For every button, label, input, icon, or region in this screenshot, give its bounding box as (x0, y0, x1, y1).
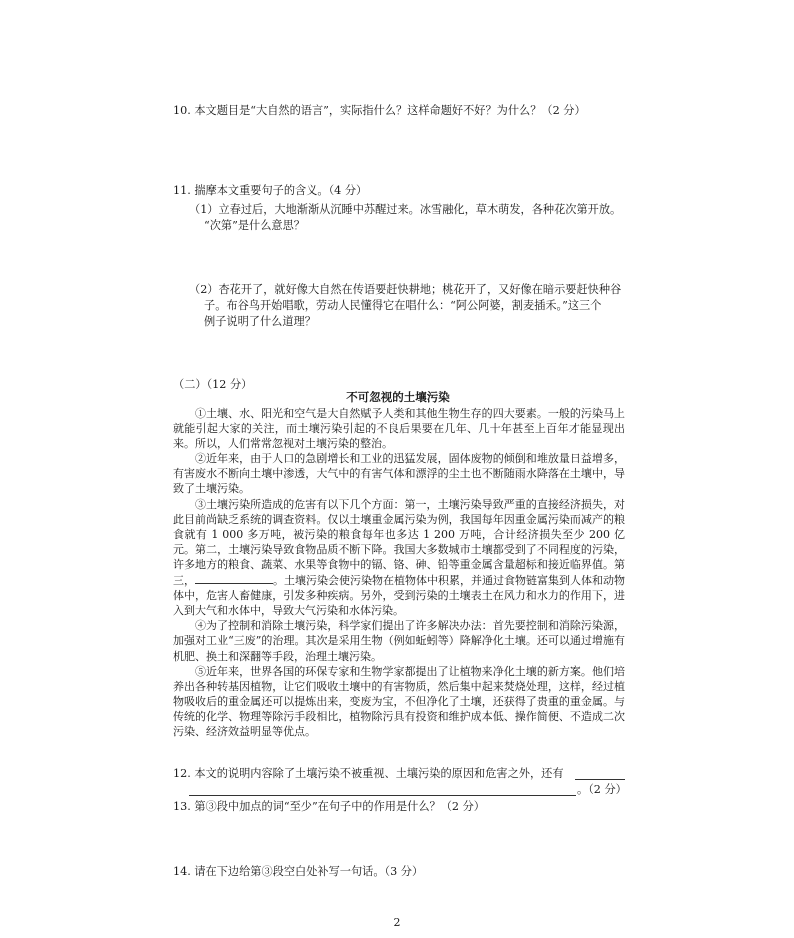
question-11-stem: 11. 揣摩本文重要句子的含义。（4 分） (173, 184, 368, 197)
paragraph-2: ②近年来，由于人口的急剧增长和工业的迅猛发展，固体废物的倾倒和堆放量日益增多，有害废水不断向土壤中渗透，大气中的有害气体和漂浮的尘土也不断随雨水降落在土壤中，导致了土壤污染。 (173, 452, 625, 496)
passage-title: 不可忽视的土壤污染 (346, 390, 450, 404)
question-12-blank-1 (575, 779, 625, 780)
question-12-blank-2 (189, 795, 576, 796)
paragraph-3-part-a: ③土壤污染所造成的危害有以下几个方面：第一，土壤污染导致严重的直接经济损失，对此目前尚缺乏系统的调查资料。仅以土壤重金属污染为例，我国每年因重金属污染而减产的粮食就有 1 000 多万吨，被污染的粮食每年也多达 1 200 万吨，合计经济损失至少 200 亿元。第二，土壤污染导致食物品质不断下降。我国大多数城市土壤都受到了不同程度的污染，许多地方的粮食、蔬菜、水果等食物中的镉、铬、砷、铅等重金属含量超标和接近临界值。第三， (173, 497, 625, 588)
question-11-part-2 (189, 282, 625, 330)
paragraph-5: ⑤近年来，世界各国的环保专家和生物学家都提出了让植物来净化土壤的新方案。他们培养出各种转基因植物，让它们吸收土壤中的有害物质，然后集中起来焚烧处理，这样，经过植物吸收后的重金属还可以提炼出来，变废为宝，不但净化了土壤，还获得了贵重的重金属。与传统的化学、物理等除污手段相比，植物除污具有投资和维护成本低、操作简便、不造成二次污染、经济效益明显等优点。 (173, 664, 625, 738)
question-12 (173, 766, 623, 782)
question-11-part-2-line-1: （2）杏花开了，就好像大自然在传语要赶快耕地；桃花开了，又好像在暗示要赶快种谷 (189, 283, 622, 296)
question-12-score: 。（2 分） (577, 783, 627, 796)
passage-body (173, 406, 625, 739)
paragraph-3-blank (195, 572, 273, 584)
question-11-part-2-line-2: 子。布谷鸟开始唱歌，劳动人民懂得它在唱什么：“阿公阿婆，割麦插禾。”这三个 (204, 299, 602, 312)
question-10: 10. 本文题目是“大自然的语言”，实际指什么？这样命题好不好？为什么？（2 分） (173, 104, 586, 117)
question-11-part-1 (189, 202, 625, 234)
paragraph-3 (173, 497, 625, 619)
paragraph-4: ④为了控制和消除土壤污染，科学家们提出了许多解决办法：首先要控制和消除污染源，加强对工业“三废”的治理。其次是采用生物（例如蚯蚓等）降解净化土壤。还可以通过增施有机肥、换土和深翻等手段，治理土壤污染。 (173, 619, 625, 663)
question-12-text: 12. 本文的说明内容除了土壤污染不被重视、土壤污染的原因和危害之外，还有 (173, 767, 564, 780)
question-14: 14. 请在下边给第③段空白处补写一句话。（3 分） (173, 865, 424, 878)
paragraph-3-part-b: 。土壤污染会使污染物在植物体中积累，并通过食物链富集到人体和动物体中，危害人畜健康，引发多种疾病。另外，受到污染的土壤表土在风力和水力的作用下，进入到大气和水体中，导致大气污染和水体污染。 (173, 574, 625, 618)
question-11-part-2-line-3: 例子说明了什么道理？ (204, 315, 316, 328)
question-11-part-1-line-1: （1）立春过后，大地渐渐从沉睡中苏醒过来。冰雪融化，草木萌发，各种花次第开放。 (189, 203, 622, 216)
paragraph-1: ①土壤、水、阳光和空气是大自然赋予人类和其他生物生存的四大要素。一般的污染马上就能引起大家的关注，而土壤污染引起的不良后果要在几年、几十年甚至上百年才能显现出来。所以，人们常常忽视对土壤污染的整治。 (173, 407, 625, 451)
section-header: （二）（12 分） (173, 378, 253, 391)
page-number: 2 (393, 916, 401, 929)
question-11-part-1-line-2: “次第”是什么意思？ (204, 219, 305, 232)
question-13: 13. 第③段中加点的词“至少”在句子中的作用是什么？（2 分） (173, 800, 485, 813)
